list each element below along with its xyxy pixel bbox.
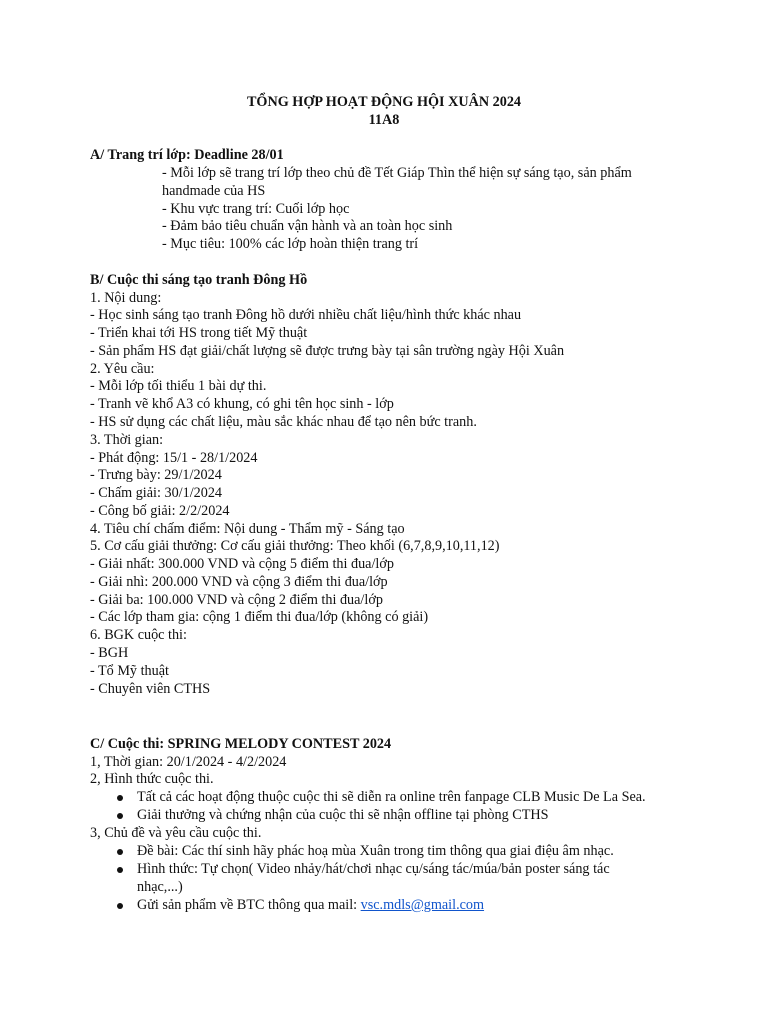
page-title: TỔNG HỢP HOẠT ĐỘNG HỘI XUÂN 2024 xyxy=(246,94,522,110)
mail-prefix: Gửi sản phẩm về BTC thông qua mail: xyxy=(137,897,361,913)
section-c-bullet: Hình thức: Tự chọn( Video nhảy/hát/chơi nhạc cụ/sáng tác/múa/bản poster sáng tác xyxy=(137,861,610,877)
section-b-line: - Chuyên viên CTHS xyxy=(90,681,211,697)
section-c-heading: C/ Cuộc thi: SPRING MELODY CONTEST 2024 xyxy=(90,736,392,752)
section-a-line: - Mỗi lớp sẽ trang trí lớp theo chủ đề Tết Giáp Thìn thể hiện sự sáng tạo, sản phẩm xyxy=(162,165,632,181)
section-b-line: - Mỗi lớp tối thiểu 1 bài dự thi. xyxy=(90,378,267,394)
section-b-line: - Công bố giải: 2/2/2024 xyxy=(90,503,230,519)
section-c-bullet-cont: nhạc,...) xyxy=(137,879,183,895)
section-c-time: 1, Thời gian: 20/1/2024 - 4/2/2024 xyxy=(90,754,287,770)
section-a-line: - Mục tiêu: 100% các lớp hoàn thiện trang trí xyxy=(162,236,419,252)
section-b-line: - Học sinh sáng tạo tranh Đông hồ dưới nhiều chất liệu/hình thức khác nhau xyxy=(90,307,522,323)
section-c-form: 2, Hình thức cuộc thi. xyxy=(90,771,214,787)
section-b-line: 2. Yêu cầu: xyxy=(90,361,155,377)
section-b-line: - Giải ba: 100.000 VND và cộng 2 điểm thi đua/lớp xyxy=(90,592,383,608)
section-b-line: - Tranh vẽ khổ A3 có khung, có ghi tên học sinh - lớp xyxy=(90,396,394,412)
bullet xyxy=(117,903,123,909)
email-link[interactable]: vsc.mdls@gmail.com xyxy=(360,897,485,913)
bullet xyxy=(117,795,123,801)
section-c-mail-line xyxy=(137,897,484,915)
section-b-line: - Trưng bày: 29/1/2024 xyxy=(90,467,222,483)
section-a-heading: A/ Trang trí lớp: Deadline 28/01 xyxy=(90,147,284,163)
section-b-line: - Tổ Mỹ thuật xyxy=(90,663,169,679)
section-b-line: 4. Tiêu chí chấm điểm: Nội dung - Thẩm mỹ - Sáng tạo xyxy=(90,521,405,537)
section-b-heading: B/ Cuộc thi sáng tạo tranh Đông Hồ xyxy=(90,272,308,288)
section-b-line: 3. Thời gian: xyxy=(90,432,164,448)
bullet xyxy=(117,867,123,873)
section-b-line: - BGH xyxy=(90,645,129,661)
section-b-line: - Triển khai tới HS trong tiết Mỹ thuật xyxy=(90,325,308,341)
section-b-line: 6. BGK cuộc thi: xyxy=(90,627,187,643)
section-a-line: - Đảm bảo tiêu chuẩn vận hành và an toàn học sinh xyxy=(162,218,453,234)
section-b-line: 1. Nội dung: xyxy=(90,290,162,306)
section-c-bullet: Giải thưởng và chứng nhận của cuộc thi sẽ nhận offline tại phòng CTHS xyxy=(137,807,549,823)
section-b-line: - Giải nhất: 300.000 VND và cộng 5 điểm thi đua/lớp xyxy=(90,556,394,572)
section-a-line: handmade của HS xyxy=(162,183,266,199)
section-b-line: - Phát động: 15/1 - 28/1/2024 xyxy=(90,450,258,466)
section-c-topic: 3, Chủ đề và yêu cầu cuộc thi. xyxy=(90,825,262,841)
section-b-line: - Giải nhì: 200.000 VND và cộng 3 điểm thi đua/lớp xyxy=(90,574,388,590)
section-b-line: - Chấm giải: 30/1/2024 xyxy=(90,485,223,501)
bullet xyxy=(117,813,123,819)
section-a-line: - Khu vực trang trí: Cuối lớp học xyxy=(162,201,350,217)
section-c-bullet: Tất cả các hoạt động thuộc cuộc thi sẽ diễn ra online trên fanpage CLB Music De La Sea. xyxy=(137,789,646,805)
section-b-line: - Sản phẩm HS đạt giải/chất lượng sẽ được trưng bày tại sân trường ngày Hội Xuân xyxy=(90,343,565,359)
section-b-line: - Các lớp tham gia: cộng 1 điểm thi đua/lớp (không có giải) xyxy=(90,609,429,625)
section-b-line: - HS sử dụng các chất liệu, màu sắc khác nhau để tạo nên bức tranh. xyxy=(90,414,477,430)
section-b-line: 5. Cơ cấu giải thưởng: Cơ cấu giải thưởng: Theo khối (6,7,8,9,10,11,12) xyxy=(90,538,500,554)
bullet xyxy=(117,849,123,855)
class-name: 11A8 xyxy=(368,112,400,128)
section-c-bullet: Đề bài: Các thí sinh hãy phác hoạ mùa Xuân trong tim thông qua giai điệu âm nhạc. xyxy=(137,843,614,859)
